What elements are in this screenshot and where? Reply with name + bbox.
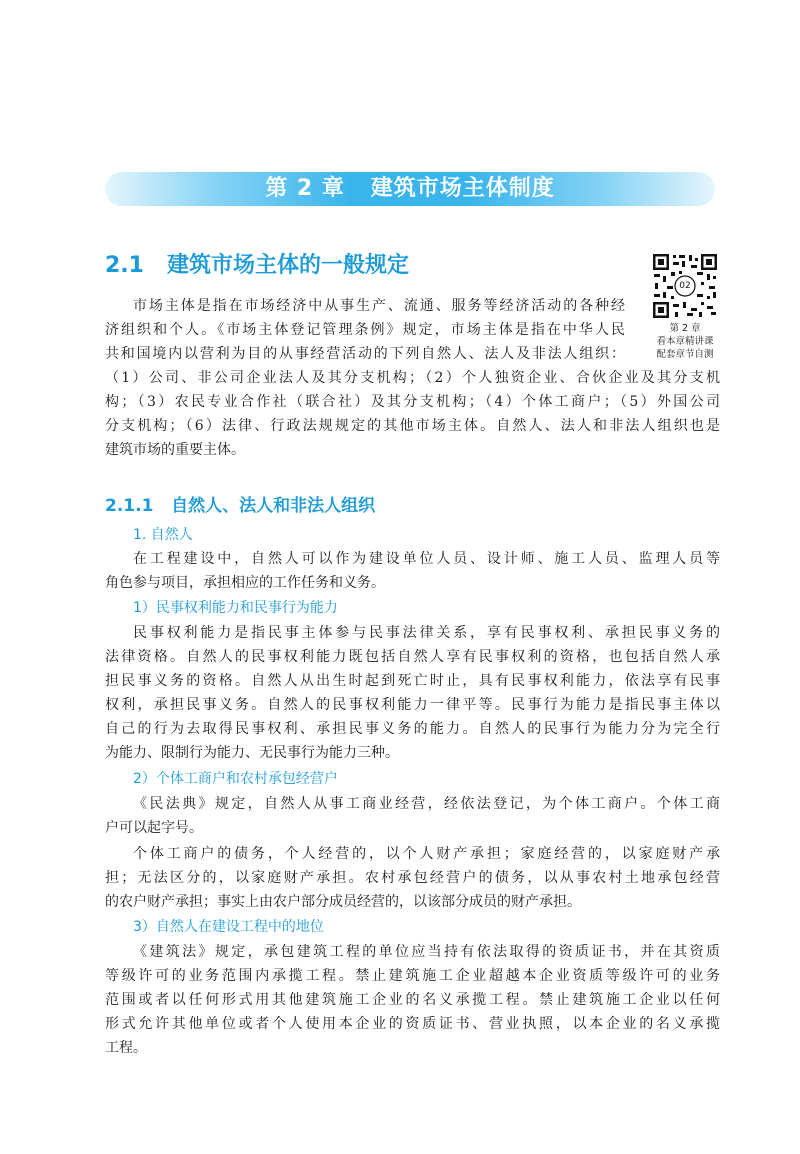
body-line: 自己的行为去取得民事权利、承担民事义务的能力。自然人的民事行为能力分为完全行 [105, 721, 720, 737]
intro-line: 市场主体是指在市场经济中从事生产、流通、服务等经济活动的各种经 [133, 298, 625, 314]
body-line: 权利，承担民事义务。自然人的民事权利能力一律平等。民事行为能力是指民事主体以 [105, 697, 720, 713]
qr-caption-chapter: 第 2 章 [669, 323, 701, 334]
intro-line: 构；（3）农民专业合作社（联合社）及其分支机构；（4）个体工商户；（5）外国公司 [105, 394, 720, 410]
qr-caption-course: 看本章精讲课 [656, 336, 714, 347]
intro-line: 济组织和个人。《市场主体登记管理条例》规定，市场主体是指在中华人民 [105, 322, 625, 338]
body-line: 等级许可的业务范围内承揽工程。禁止建筑施工企业超越本企业资质等级许可的业务 [105, 968, 720, 984]
body-line: 担；无法区分的，以家庭财产承担。农村承包经营户的债务，以从事农村土地承包经营 [105, 870, 720, 886]
chapter-title: 第 2 章 建筑市场主体制度 [265, 176, 555, 201]
intro-line: 建筑市场的重要主体。 [105, 442, 245, 458]
body-line: 工程。 [105, 1040, 147, 1056]
subpoint-title: 2）个体工商户和农村承包经营户 [133, 771, 338, 787]
body-line: 担民事义务的资格。自然人从出生时起到死亡时止，具有民事权利能力，依法享有民事 [105, 673, 720, 689]
subpoint-title: 1）民事权利能力和民事行为能力 [133, 600, 338, 616]
body-line: 范围或者以任何形式用其他建筑施工企业的名义承揽工程。禁止建筑施工企业以任何 [105, 992, 720, 1008]
intro-line: （1）公司、非公司企业法人及其分支机构；（2）个人独资企业、合伙企业及其分支机 [105, 370, 720, 386]
body-line: 《建筑法》规定，承包建筑工程的单位应当持有依法取得的资质证书，并在其资质 [133, 944, 720, 960]
body-line: 个体工商户的债务，个人经营的，以个人财产承担；家庭经营的，以家庭财产承 [133, 846, 720, 862]
qr-caption [640, 322, 730, 361]
body-line: 形式允许其他单位或者个人使用本企业的资质证书、营业执照，以本企业的名义承揽 [105, 1016, 720, 1032]
body-line: 民事权利能力是指民事主体参与民事法律关系，享有民事权利、承担民事义务的 [133, 625, 720, 641]
body-line: 户可以起字号。 [105, 820, 203, 836]
qr-caption-test: 配套章节自测 [656, 349, 714, 360]
body-line: 《民法典》规定，自然人从事工商业经营，经依法登记，为个体工商户。个体工商 [133, 796, 720, 812]
body-line: 为能力、限制行为能力、无民事行为能力三种。 [105, 745, 399, 761]
qr-badge: 02 [679, 281, 691, 291]
body-line: 角色参与项目，承担相应的工作任务和义务。 [105, 575, 385, 591]
body-line: 在工程建设中，自然人可以作为建设单位人员、设计师、施工人员、监理人员等 [133, 551, 720, 567]
section-title: 2.1 建筑市场主体的一般规定 [105, 253, 409, 278]
body-line: 法律资格。自然人的民事权利能力既包括自然人享有民事权利的资格，也包括自然人承 [105, 649, 720, 665]
body-line: 的农户财产承担；事实上由农户部分成员经营的，以该部分成员的财产承担。 [105, 894, 581, 910]
intro-line: 分支机构；（6）法律、行政法规规定的其他市场主体。自然人、法人和非法人组织也是 [105, 418, 720, 434]
subpoint-title: 3）自然人在建设工程中的地位 [133, 919, 324, 935]
subsection-title: 2.1.1 自然人、法人和非法人组织 [105, 496, 376, 516]
intro-line: 共和国境内以营利为目的从事经营活动的下列自然人、法人及非法人组织： [105, 346, 625, 362]
chapter-banner [105, 172, 715, 206]
point-title: 1. 自然人 [133, 527, 193, 543]
